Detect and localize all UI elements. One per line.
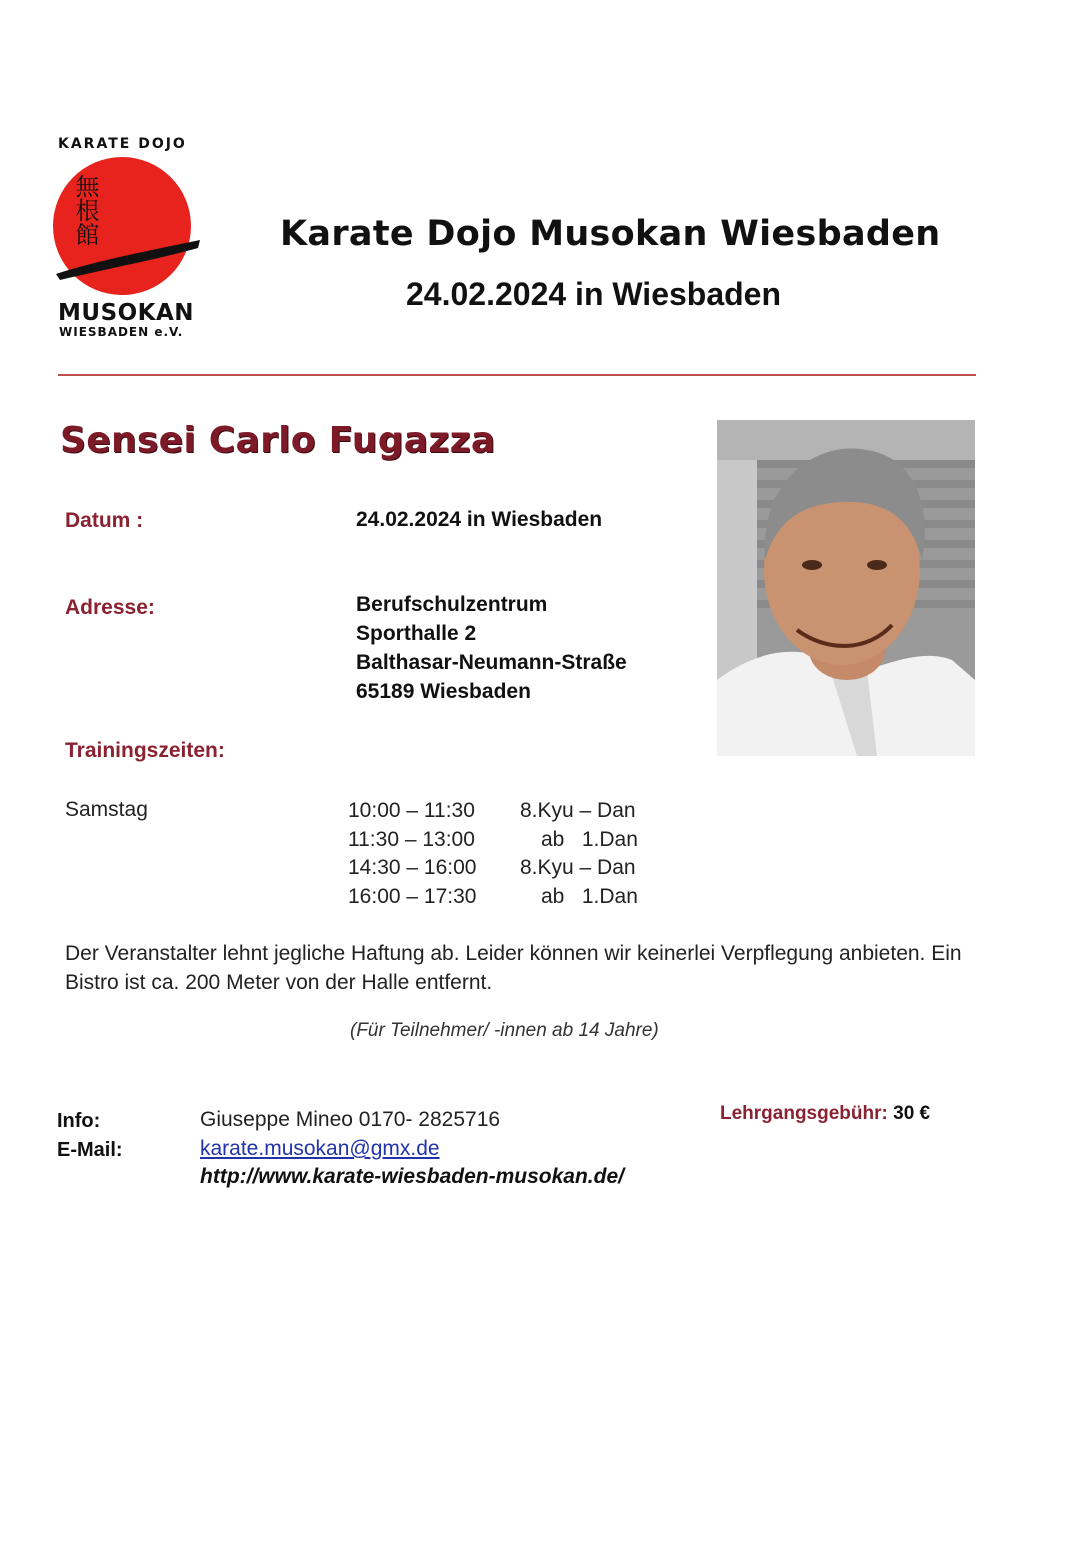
schedule-day: Samstag bbox=[65, 798, 148, 821]
website-link[interactable]: http://www.karate-wiesbaden-musokan.de/ bbox=[200, 1165, 624, 1188]
address-line: Balthasar-Neumann-Straße bbox=[356, 651, 627, 674]
header-date: 24.02.2024 in Wiesbaden bbox=[406, 276, 782, 312]
logo-top-text: KARATE DOJO bbox=[58, 136, 187, 152]
info-label: Info: bbox=[57, 1110, 101, 1132]
disclaimer-text: Der Veranstalter lehnt jegliche Haftung ab. Leider können wir keinerlei Verpflegung anbieten. Ein Bistro ist ca. 200 Meter von der Halle entfernt. bbox=[65, 942, 962, 994]
page-title: Karate Dojo Musokan Wiesbaden bbox=[280, 214, 941, 254]
schedule-grade: ab 1.Dan bbox=[541, 884, 638, 908]
fee-label: Lehrgangsgebühr: bbox=[720, 1103, 888, 1124]
schedule-grade: ab 1.Dan bbox=[541, 827, 638, 851]
email-label: E-Mail: bbox=[57, 1139, 123, 1161]
info-contact: Giuseppe Mineo 0170- 2825716 bbox=[200, 1108, 501, 1131]
fee-value: 30 € bbox=[893, 1103, 931, 1124]
schedule-time: 10:00 – 11:30 bbox=[348, 799, 475, 822]
schedule-time: 16:00 – 17:30 bbox=[348, 884, 477, 908]
email-link[interactable]: karate.musokan@gmx.de bbox=[200, 1137, 440, 1160]
course-fee bbox=[720, 1103, 930, 1125]
logo-kanji: 無根館 bbox=[71, 174, 99, 246]
schedule-row bbox=[348, 826, 681, 855]
schedule-row bbox=[348, 883, 681, 912]
address-line: Berufschulzentrum bbox=[356, 593, 548, 616]
datum-label: Datum : bbox=[65, 509, 144, 532]
adresse-label: Adresse: bbox=[65, 596, 155, 619]
address-block bbox=[356, 590, 627, 706]
logo-subtitle: WIESBADEN e.V. bbox=[59, 325, 184, 339]
dojo-logo-emblem bbox=[52, 156, 202, 306]
trainingszeiten-label: Trainingszeiten: bbox=[65, 739, 225, 762]
schedule-grade: 8.Kyu – Dan bbox=[520, 856, 636, 879]
header-divider bbox=[58, 374, 976, 376]
age-note: (Für Teilnehmer/ -innen ab 14 Jahre) bbox=[350, 1020, 659, 1041]
schedule-time: 14:30 – 16:00 bbox=[348, 856, 477, 879]
datum-value: 24.02.2024 in Wiesbaden bbox=[356, 508, 603, 531]
sensei-photo bbox=[717, 420, 975, 756]
schedule-time: 11:30 – 13:00 bbox=[348, 827, 475, 851]
sensei-name: Sensei Carlo Fugazza bbox=[60, 420, 496, 461]
schedule-row bbox=[348, 854, 681, 883]
address-line: Sporthalle 2 bbox=[356, 622, 477, 645]
schedule-grade: 8.Kyu – Dan bbox=[520, 799, 636, 822]
address-line: 65189 Wiesbaden bbox=[356, 680, 531, 703]
logo-name: MUSOKAN bbox=[58, 300, 195, 326]
schedule-row bbox=[348, 797, 681, 826]
schedule-table bbox=[348, 797, 681, 911]
